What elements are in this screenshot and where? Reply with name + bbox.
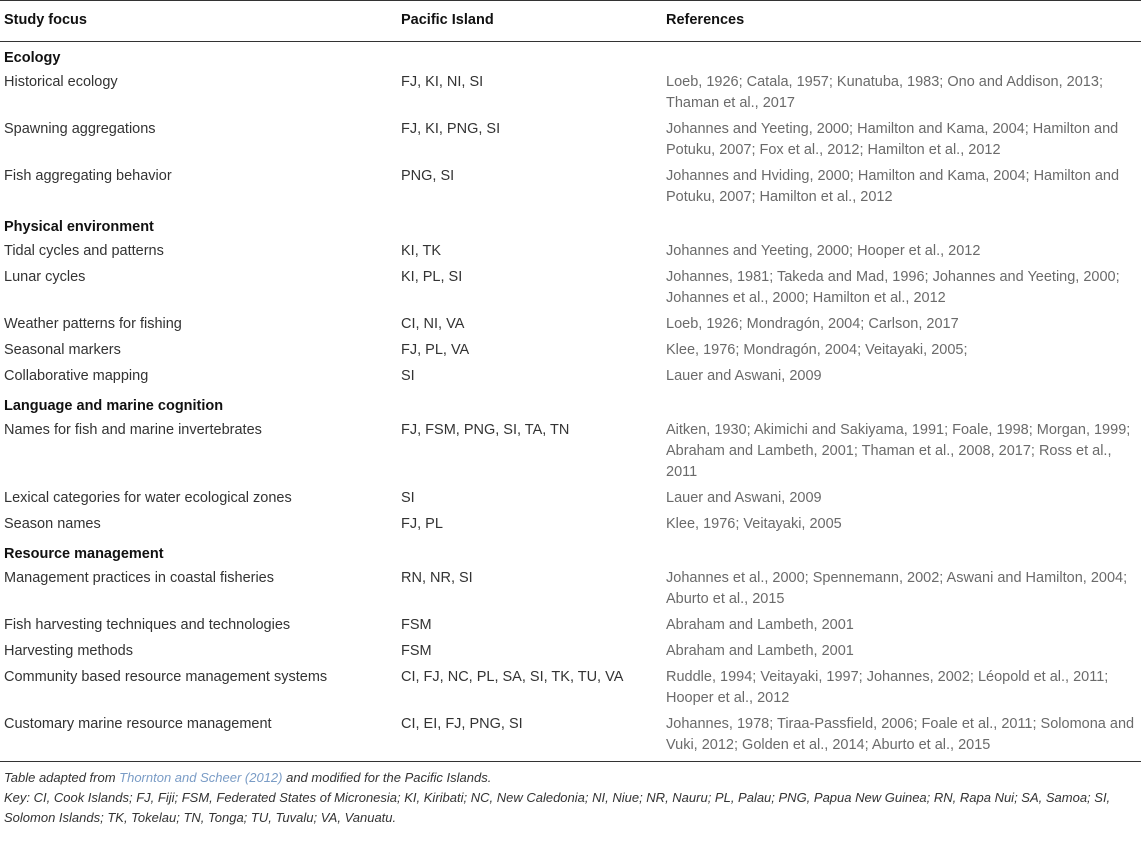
table-row <box>0 338 1141 364</box>
study-focus-cell: Fish aggregating behavior <box>4 168 172 184</box>
study-focus-cell: Harvesting methods <box>4 643 133 659</box>
section-heading: Resource management <box>4 546 164 562</box>
header-references: References <box>666 12 745 28</box>
references-cell: Loeb, 1926; Mondragón, 2004; Carlson, 2017 <box>666 316 959 332</box>
study-focus-cell: Season names <box>4 516 101 532</box>
header-pacific-island: Pacific Island <box>401 12 494 28</box>
section-row <box>0 42 1141 71</box>
table-row <box>0 613 1141 639</box>
references-cell: Loeb, 1926; Catala, 1957; Kunatuba, 1983; Ono and Addison, 2013; Thaman et al., 2017 <box>666 74 1103 111</box>
study-focus-cell: Lunar cycles <box>4 269 86 285</box>
table-row <box>0 364 1141 390</box>
table-row <box>0 566 1141 613</box>
table-body <box>0 42 1141 762</box>
footnote-key: Key: CI, Cook Islands; FJ, Fiji; FSM, Federated States of Micronesia; KI, Kiribati; NC, New Caledonia; NI, Niue; NR, Nauru; PL, Palau; PNG, Papua New Guinea; RN, Rapa Nui; SA, Samoa; SI, Solomon Islands; TK, Tokelau; TN, Tonga; TU, Tuvalu; VA, Vanuatu. <box>4 790 1111 825</box>
section-row <box>0 390 1141 418</box>
table-row <box>0 164 1141 211</box>
pacific-island-cell: FJ, FSM, PNG, SI, TA, TN <box>401 422 570 438</box>
references-cell: Klee, 1976; Mondragón, 2004; Veitayaki, 2005; <box>666 342 968 358</box>
pacific-island-cell: CI, NI, VA <box>401 316 465 332</box>
footnote-suffix: and modified for the Pacific Islands. <box>282 770 492 785</box>
pacific-island-cell: FJ, KI, PNG, SI <box>401 121 501 137</box>
table-row <box>0 70 1141 117</box>
table-row <box>0 665 1141 712</box>
study-focus-cell: Tidal cycles and patterns <box>4 243 164 259</box>
study-focus-cell: Management practices in coastal fisheries <box>4 570 274 586</box>
table-row <box>0 117 1141 164</box>
pacific-island-cell: KI, TK <box>401 243 442 259</box>
references-cell: Lauer and Aswani, 2009 <box>666 368 822 384</box>
pacific-island-cell: RN, NR, SI <box>401 570 473 586</box>
pacific-island-cell: FSM <box>401 643 432 659</box>
section-heading: Language and marine cognition <box>4 398 224 414</box>
section-row <box>0 538 1141 566</box>
references-cell: Lauer and Aswani, 2009 <box>666 490 822 506</box>
table-footnotes <box>0 762 1141 828</box>
study-focus-cell: Weather patterns for fishing <box>4 316 182 332</box>
study-focus-cell: Community based resource management systems <box>4 669 328 685</box>
table-row <box>0 418 1141 486</box>
footnote-prefix: Table adapted from <box>4 770 120 785</box>
study-focus-cell: Fish harvesting techniques and technologies <box>4 617 291 633</box>
references-cell: Abraham and Lambeth, 2001 <box>666 643 854 659</box>
section-row <box>0 211 1141 239</box>
pacific-island-cell: CI, EI, FJ, PNG, SI <box>401 716 523 732</box>
references-cell: Abraham and Lambeth, 2001 <box>666 617 854 633</box>
table-header <box>0 1 1141 42</box>
study-focus-cell: Spawning aggregations <box>4 121 156 137</box>
header-study-focus: Study focus <box>4 12 87 28</box>
study-focus-cell: Seasonal markers <box>4 342 121 358</box>
table-row <box>0 239 1141 265</box>
footnote-citation-link[interactable]: Thornton and Scheer (2012) <box>119 770 283 785</box>
references-cell: Johannes, 1978; Tiraa-Passfield, 2006; Foale et al., 2011; Solomona and Vuki, 2012; Golden et al., 2014; Aburto et al., 2015 <box>666 716 1135 753</box>
references-cell: Klee, 1976; Veitayaki, 2005 <box>666 516 842 532</box>
references-cell: Johannes and Yeeting, 2000; Hamilton and Kama, 2004; Hamilton and Potuku, 2007; Fox et al., 2012; Hamilton et al., 2012 <box>666 121 1119 158</box>
study-focus-cell: Customary marine resource management <box>4 716 272 732</box>
study-focus-cell: Collaborative mapping <box>4 368 149 384</box>
pacific-island-cell: FJ, PL, VA <box>401 342 470 358</box>
study-focus-cell: Historical ecology <box>4 74 118 90</box>
pacific-island-cell: SI <box>401 490 415 506</box>
table-row <box>0 486 1141 512</box>
footnote-source <box>4 768 1137 788</box>
references-cell: Johannes and Yeeting, 2000; Hooper et al., 2012 <box>666 243 981 259</box>
pacific-island-cell: FJ, KI, NI, SI <box>401 74 484 90</box>
pacific-island-cell: KI, PL, SI <box>401 269 463 285</box>
pacific-island-cell: CI, FJ, NC, PL, SA, SI, TK, TU, VA <box>401 669 624 685</box>
study-focus-cell: Names for fish and marine invertebrates <box>4 422 262 438</box>
table-row <box>0 512 1141 538</box>
table-row <box>0 639 1141 665</box>
references-cell: Johannes, 1981; Takeda and Mad, 1996; Johannes and Yeeting, 2000; Johannes et al., 2000; Hamilton et al., 2012 <box>666 269 1120 306</box>
table-row <box>0 712 1141 761</box>
references-cell: Aitken, 1930; Akimichi and Sakiyama, 1991; Foale, 1998; Morgan, 1999; Abraham and Lambeth, 2001; Thaman et al., 2008, 2017; Ross et al., 2011 <box>666 422 1131 480</box>
references-cell: Johannes and Hviding, 2000; Hamilton and Kama, 2004; Hamilton and Potuku, 2007; Hamilton et al., 2012 <box>666 168 1120 205</box>
pacific-island-cell: FSM <box>401 617 432 633</box>
section-heading: Ecology <box>4 50 61 66</box>
study-focus-cell: Lexical categories for water ecological zones <box>4 490 292 506</box>
pacific-island-cell: FJ, PL <box>401 516 443 532</box>
table-row <box>0 265 1141 312</box>
references-cell: Johannes et al., 2000; Spennemann, 2002; Aswani and Hamilton, 2004; Aburto et al., 2015 <box>666 570 1128 607</box>
header-row <box>0 1 1141 42</box>
references-cell: Ruddle, 1994; Veitayaki, 1997; Johannes, 2002; Léopold et al., 2011; Hooper et al., 2012 <box>666 669 1109 706</box>
table-row <box>0 312 1141 338</box>
section-heading: Physical environment <box>4 219 154 235</box>
pacific-island-cell: PNG, SI <box>401 168 455 184</box>
pacific-island-cell: SI <box>401 368 415 384</box>
